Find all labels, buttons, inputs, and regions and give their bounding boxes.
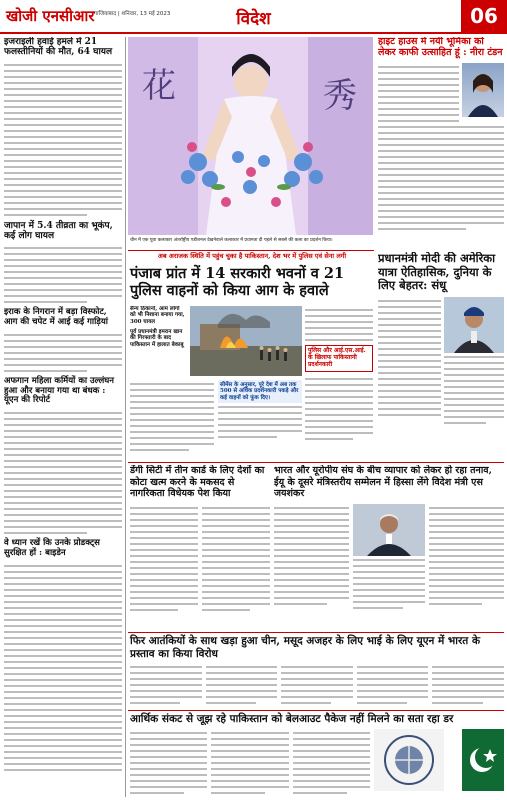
svg-text:花: 花 — [142, 66, 176, 106]
dengue-story — [130, 465, 270, 630]
china-body-e — [432, 663, 504, 705]
china-top-rule — [128, 632, 504, 633]
neera-tanden-photo — [462, 63, 504, 117]
main-story-body-right — [305, 306, 373, 342]
svg-text:秀: 秀 — [323, 76, 357, 116]
india-eu-body-c — [429, 504, 504, 610]
sandhu-portrait-art — [444, 297, 504, 353]
main-story-top-rule — [128, 250, 374, 251]
left-story4-title: अफगान महिला कर्मियों का उल्लंघन हुआ और बनाया गया था बंधक : यूएन की रिपोर्ट — [4, 375, 115, 406]
protest-fire-photo — [190, 306, 302, 376]
main-story-right-col — [305, 306, 373, 456]
jaishankar-photo — [353, 504, 425, 556]
main-story-title: पंजाब प्रांत में 14 सरकारी भवनों व 21 पुलिस वाहनों को किया आग के हवाले — [130, 265, 345, 299]
main-story-bullets — [130, 306, 186, 376]
china-story-body — [130, 663, 504, 708]
china-body-c — [281, 663, 353, 705]
left-column — [4, 37, 122, 797]
main-story-body-b — [218, 403, 302, 439]
page-number: 06 — [461, 0, 507, 32]
sandhu-photo — [444, 297, 504, 353]
pakistan-flag-art — [448, 729, 504, 791]
main-story-box — [305, 345, 373, 372]
bailout-body-a — [130, 729, 207, 795]
bailout-body-b — [211, 729, 288, 795]
jaishankar-portrait-art — [353, 504, 425, 556]
top-right-body-2 — [378, 123, 504, 231]
china-body-a — [130, 663, 202, 705]
bailout-body-c — [293, 729, 370, 795]
main-story-kicker: अब अराजक स्थिति में पहुंच चुका है पाकिस्तान, देश भर में पुलिस एवं सेना लगी — [157, 252, 347, 260]
dateline: गाजियाबाद | शनिवार, 13 मई 2023 — [94, 11, 171, 17]
top-right-story — [378, 37, 504, 249]
top-right-body — [378, 63, 459, 123]
main-story-pullquote-text: सीमेंस के अनुसार, पूरे देश में अब तक 500 से अधिक प्रदर्शनकारी पकड़े और कई वाहनों को फूंक दिए। — [220, 382, 299, 401]
column-divider — [125, 37, 126, 797]
china-story-title: फिर आतंकियों के साथ खड़ा हुआ चीन, मसूद अजहर के लिए भाई के लिए यूएन में भारत के प्रस्ताव का किया विरोध — [130, 635, 481, 660]
masthead — [0, 0, 507, 34]
modi-story-body — [378, 297, 441, 425]
left-story1-body — [4, 61, 122, 217]
modi-story-body-2 — [444, 353, 504, 425]
main-story-bullet1: सैन्य ठिकानों, आम लोगों को भी निशाना बनाया गया, 300 घायल — [130, 306, 185, 325]
imf-logo-art — [374, 729, 444, 791]
india-eu-story-title: भारत और यूरोपीय संघ के बीच व्यापार को लेकर हो रहा तनाव, ईयू के दूसरे मंत्रिस्तरीय सम्मेलन में हिस्सा लेंगे विदेश मंत्री एस जयशंकर — [274, 465, 492, 499]
left-story4-body — [4, 409, 122, 535]
bailout-story-title: आर्थिक संकट से जूझ रहे पाकिस्तान को बेलआउट पैकेज नहीं मिलने का सता रहा डर — [130, 713, 454, 725]
dengue-story-title: डेंगी सिटी में तीन कार्ड के लिए देशों का कोटा खत्म करने के मकसद से नागरिकता विधेयक पेश किया — [130, 465, 265, 499]
protest-fire-art — [190, 306, 302, 376]
bailout-story-body — [130, 729, 504, 797]
dengue-top-rule — [128, 462, 504, 463]
main-story-body-right-2 — [305, 375, 373, 441]
brand-name: खोजी एनसीआर — [6, 7, 95, 25]
china-body-d — [357, 663, 429, 705]
left-story3-title: इराक के निगरान में बड़ा विस्फोट, आग की चपेट में आई कई गाड़ियां — [4, 307, 108, 328]
modi-story — [378, 252, 504, 462]
main-story-box-text: पुलिस और आई.एस.आई. के खिलाफ पाकिस्तानी प्रदर्शनकारी — [308, 347, 366, 368]
fashion-photo-caption: चीन में एक युवा कलाकार अंतर्राष्ट्रीय एडीशनल देखनेवाले कलाकार में प्रधानता दी पहले से सबसे की कला का प्रदर्शन किया। — [130, 238, 333, 243]
fashion-photo-art — [128, 37, 373, 235]
china-body-b — [206, 663, 278, 705]
modi-story-title: प्रधानमंत्री मोदी की अमेरिका यात्रा ऐतिहासिक, दुनिया के लिए बेहतर: संधू — [378, 252, 496, 292]
imf-logo-photo — [374, 729, 444, 791]
portrait-art — [462, 63, 504, 117]
dengue-story-body-a — [130, 504, 198, 612]
main-story-pullquote — [218, 380, 302, 403]
india-eu-story — [274, 465, 504, 630]
dengue-story-body-b — [202, 504, 270, 612]
main-story-lower — [130, 380, 302, 458]
pakistan-flag-photo — [448, 729, 504, 791]
india-eu-body-a — [274, 504, 349, 610]
main-story-body-a — [130, 380, 214, 452]
india-eu-body-b — [353, 556, 425, 610]
left-story2-body — [4, 244, 122, 304]
top-right-title: हाइट हाउस में नयी भूमिका को लेकर काफी उत्साहित हूं : नीरा टंडन — [378, 37, 503, 58]
left-story1-title: इजराइली हवाई हमले में 21 फलस्तीनियों की मौत, 64 घायल — [4, 37, 113, 58]
bailout-top-rule — [128, 710, 504, 711]
main-story-bullet2: पूर्व प्रधानमंत्री इमरान खान की गिरफ्तारी के बाद पाकिस्तान में हालात बेकाबू — [130, 328, 184, 348]
section-title: विदेश — [236, 9, 271, 29]
left-story3-body — [4, 331, 122, 373]
left-story5-title: वे ध्यान रखें कि उनके प्रोडक्ट्स सुरक्षित हों : बाइडेन — [4, 538, 100, 558]
left-story2-title: जापान में 5.4 तीव्रता का भूकंप, कई लोग घायल — [4, 220, 113, 242]
fashion-photo — [128, 37, 373, 235]
left-story5-body — [4, 562, 122, 772]
